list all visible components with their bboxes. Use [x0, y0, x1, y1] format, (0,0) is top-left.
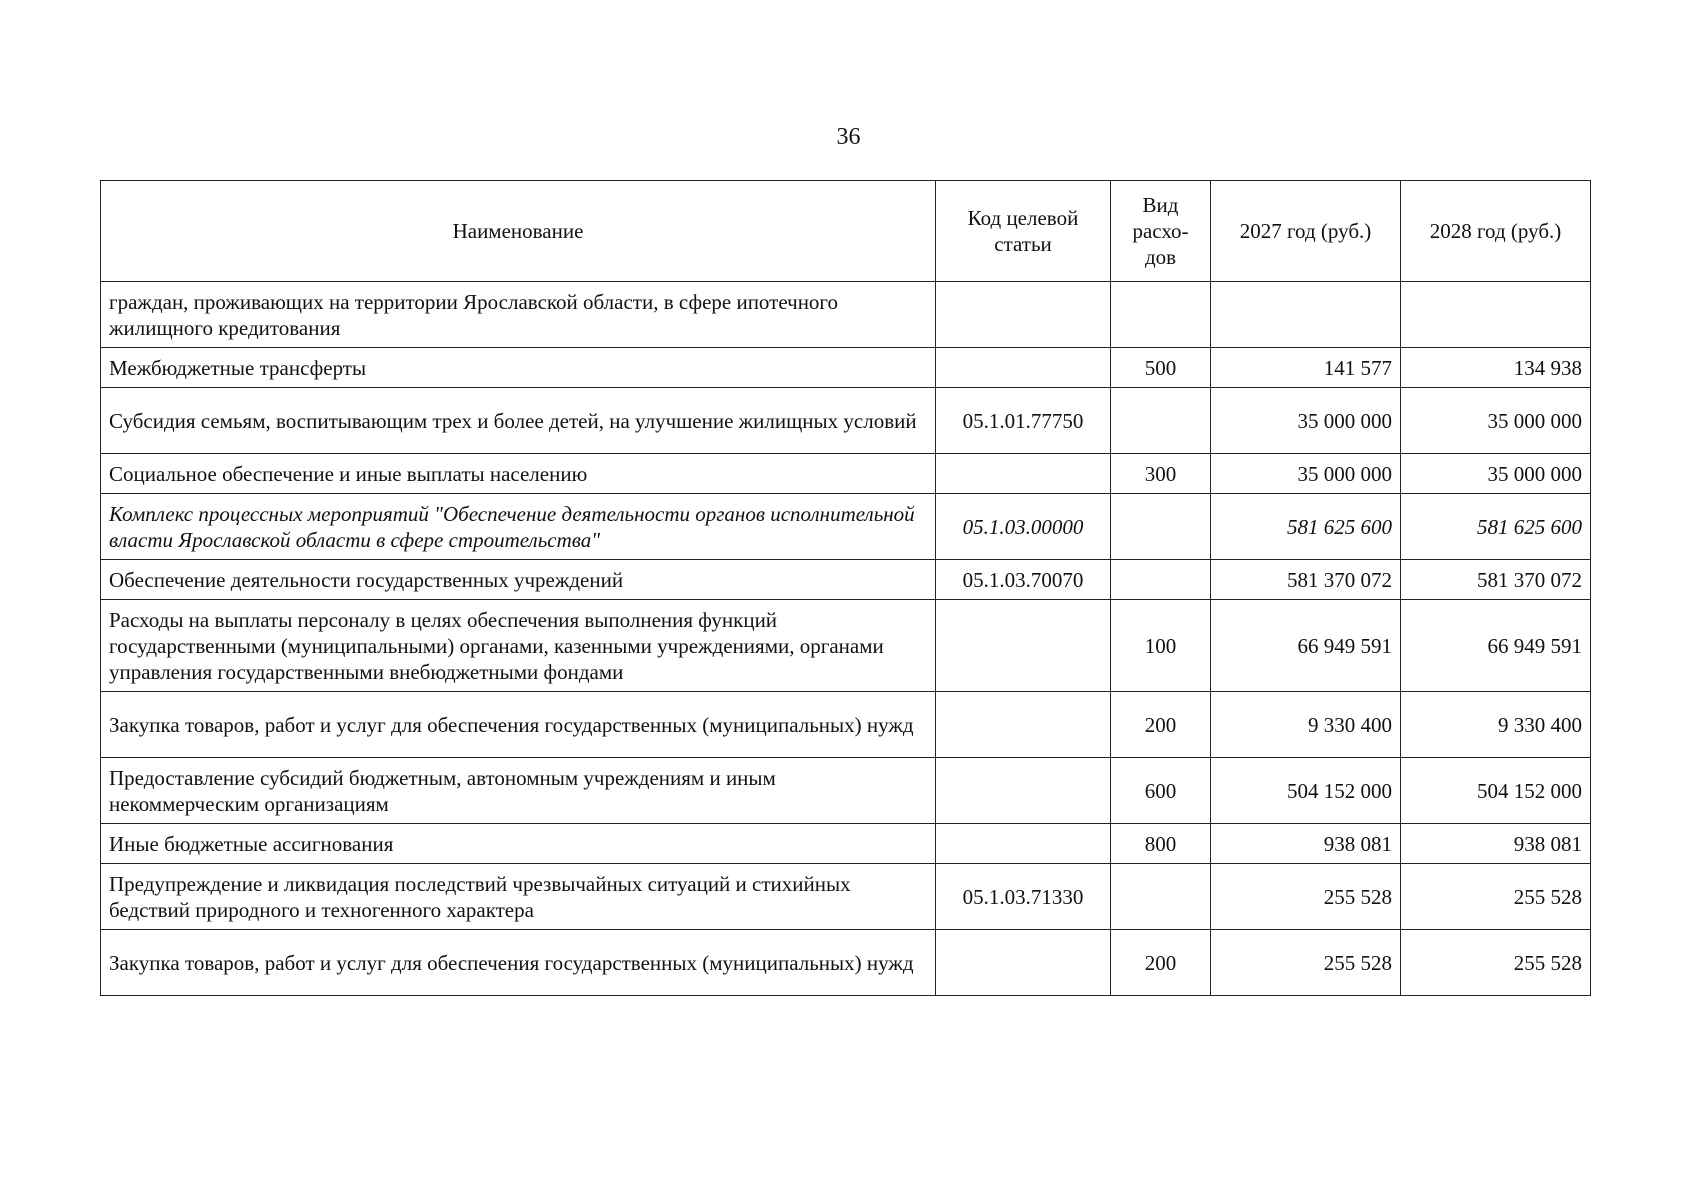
cell-year-2028: 504 152 000: [1401, 758, 1591, 824]
table-row: [101, 824, 1591, 864]
cell-name: Закупка товаров, работ и услуг для обеспечения государственных (муниципальных) нужд: [101, 930, 936, 996]
cell-code: [936, 930, 1111, 996]
header-code: Код целевой статьи: [936, 181, 1111, 282]
cell-year-2027: 581 370 072: [1211, 560, 1401, 600]
cell-vid: [1111, 388, 1211, 454]
cell-code: [936, 282, 1111, 348]
cell-code: [936, 824, 1111, 864]
table-row: [101, 388, 1591, 454]
cell-code: 05.1.03.70070: [936, 560, 1111, 600]
cell-name: Межбюджетные трансферты: [101, 348, 936, 388]
cell-code: 05.1.03.71330: [936, 864, 1111, 930]
cell-year-2027: 66 949 591: [1211, 600, 1401, 692]
table-row: [101, 930, 1591, 996]
cell-code: 05.1.03.00000: [936, 494, 1111, 560]
cell-vid: 500: [1111, 348, 1211, 388]
cell-name: Расходы на выплаты персоналу в целях обеспечения выполнения функций государственными (муниципальными) органами, казенными учреждениями, органами управления государственными внебюджетными фондами: [101, 600, 936, 692]
cell-year-2028: 9 330 400: [1401, 692, 1591, 758]
cell-vid: 100: [1111, 600, 1211, 692]
cell-name: Субсидия семьям, воспитывающим трех и более детей, на улучшение жилищных условий: [101, 388, 936, 454]
cell-year-2028: 581 625 600: [1401, 494, 1591, 560]
cell-name: Социальное обеспечение и иные выплаты населению: [101, 454, 936, 494]
cell-year-2028: 938 081: [1401, 824, 1591, 864]
header-year-2027: 2027 год (руб.): [1211, 181, 1401, 282]
cell-year-2028: 255 528: [1401, 930, 1591, 996]
cell-vid: 600: [1111, 758, 1211, 824]
cell-year-2027: 141 577: [1211, 348, 1401, 388]
table-row: [101, 348, 1591, 388]
budget-table: [100, 180, 1591, 996]
cell-name: Закупка товаров, работ и услуг для обеспечения государственных (муниципальных) нужд: [101, 692, 936, 758]
cell-year-2027: 35 000 000: [1211, 454, 1401, 494]
cell-code: [936, 758, 1111, 824]
cell-vid: [1111, 560, 1211, 600]
table-row: [101, 692, 1591, 758]
table-row: [101, 600, 1591, 692]
cell-year-2028: 581 370 072: [1401, 560, 1591, 600]
cell-vid: [1111, 282, 1211, 348]
cell-vid: 800: [1111, 824, 1211, 864]
cell-year-2028: 255 528: [1401, 864, 1591, 930]
cell-name: Предупреждение и ликвидация последствий чрезвычайных ситуаций и стихийных бедствий природного и техногенного характера: [101, 864, 936, 930]
cell-code: [936, 454, 1111, 494]
cell-year-2028: 35 000 000: [1401, 388, 1591, 454]
cell-code: [936, 600, 1111, 692]
table-row: [101, 560, 1591, 600]
header-year-2028: 2028 год (руб.): [1401, 181, 1591, 282]
cell-year-2028: 66 949 591: [1401, 600, 1591, 692]
table-row: [101, 758, 1591, 824]
cell-name: граждан, проживающих на территории Ярославской области, в сфере ипотечного жилищного кредитования: [101, 282, 936, 348]
cell-year-2027: 255 528: [1211, 930, 1401, 996]
cell-vid: 200: [1111, 692, 1211, 758]
cell-code: [936, 692, 1111, 758]
cell-year-2027: 581 625 600: [1211, 494, 1401, 560]
cell-name: Предоставление субсидий бюджетным, автономным учреждениям и иным некоммерческим организациям: [101, 758, 936, 824]
table-row: [101, 494, 1591, 560]
cell-year-2028: [1401, 282, 1591, 348]
table-row: [101, 864, 1591, 930]
cell-vid: [1111, 864, 1211, 930]
cell-name: Комплекс процессных мероприятий "Обеспечение деятельности органов исполнительной власти Ярославской области в сфере строительства": [101, 494, 936, 560]
cell-name: Обеспечение деятельности государственных учреждений: [101, 560, 936, 600]
cell-code: [936, 348, 1111, 388]
cell-year-2027: 255 528: [1211, 864, 1401, 930]
cell-year-2027: 9 330 400: [1211, 692, 1401, 758]
page-number: 36: [836, 124, 861, 150]
table-row: [101, 454, 1591, 494]
header-vid: Вид расхо-дов: [1111, 181, 1211, 282]
cell-name: Иные бюджетные ассигнования: [101, 824, 936, 864]
cell-vid: [1111, 494, 1211, 560]
table-header-row: [101, 181, 1591, 282]
cell-vid: 200: [1111, 930, 1211, 996]
cell-year-2027: 938 081: [1211, 824, 1401, 864]
cell-year-2028: 35 000 000: [1401, 454, 1591, 494]
cell-vid: 300: [1111, 454, 1211, 494]
cell-year-2027: [1211, 282, 1401, 348]
cell-code: 05.1.01.77750: [936, 388, 1111, 454]
header-name: Наименование: [101, 181, 936, 282]
table-row: [101, 282, 1591, 348]
cell-year-2027: 504 152 000: [1211, 758, 1401, 824]
cell-year-2028: 134 938: [1401, 348, 1591, 388]
cell-year-2027: 35 000 000: [1211, 388, 1401, 454]
table-body: [101, 282, 1591, 996]
